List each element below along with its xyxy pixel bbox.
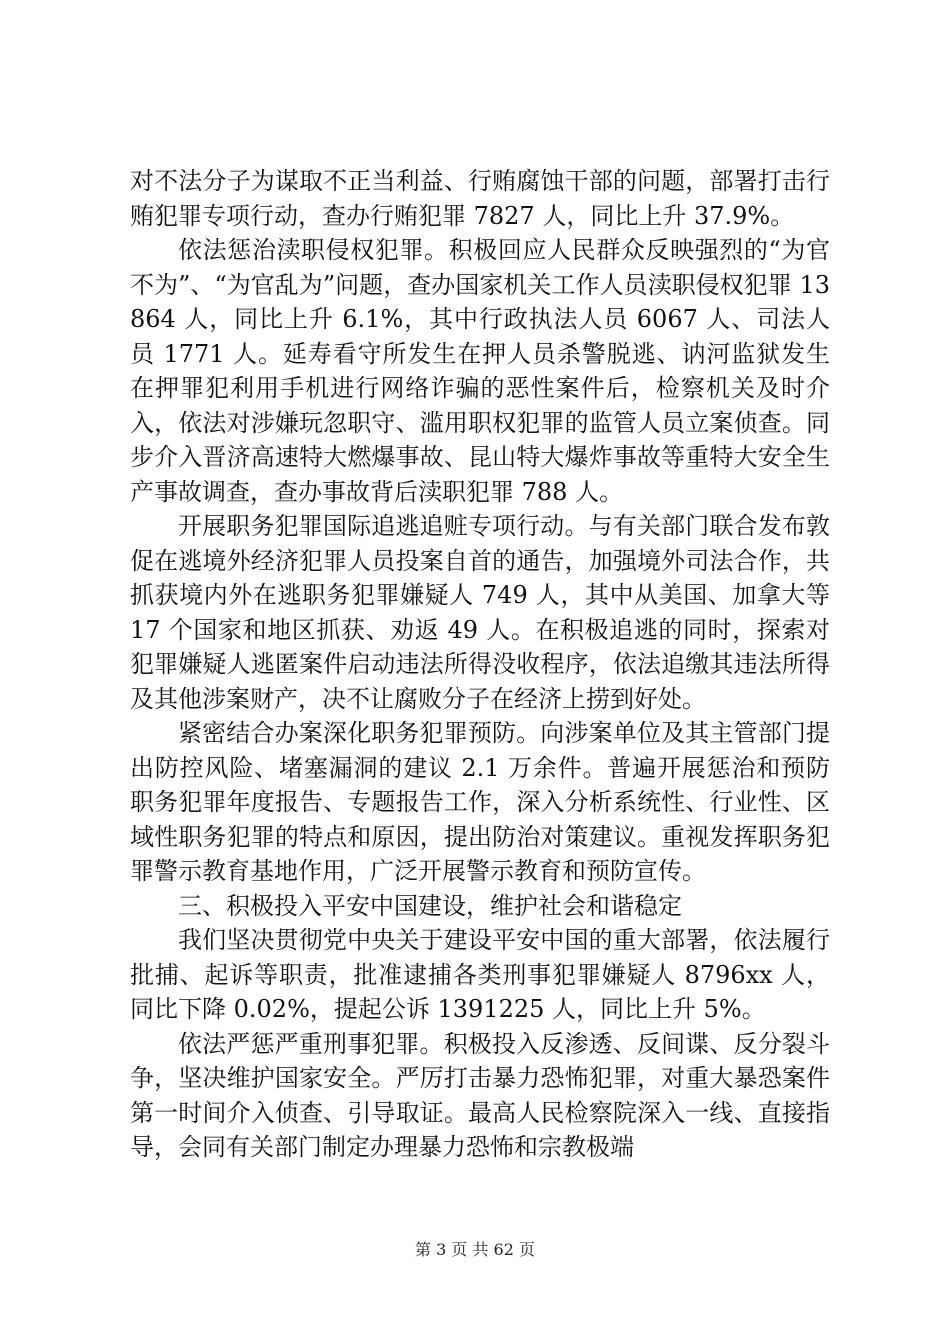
- paragraph-dereliction-crimes: 依法惩治渎职侵权犯罪。积极回应人民群众反映强烈的“为官不为”、“为官乱为”问题，查办国家机关工作人员渎职侵权犯罪 13864 人，同比上升 6.1%，其中行政执法人员 6067 人、司法人员 1771 人。延寿看守所发生在押人员杀警脱逃、讷河监狱发生在押罪犯利用手机进行网络诈骗的恶性案件后，检察机关及时介入，依法对涉嫌玩忽职守、滥用职权犯罪的监管人员立案侦查。同步介入晋济高速特大燃爆事故、昆山特大爆炸事故等重特大安全生产事故调查，查办事故背后渎职犯罪 788 人。: [130, 236, 830, 506]
- section-heading: 三、积极投入平安中国建设，维护社会和谐稳定: [178, 891, 682, 920]
- page-footer: 第 3 页 共 62 页: [415, 1240, 535, 1259]
- paragraph-safe-china: 我们坚决贯彻党中央关于建设平安中国的重大部署，依法履行批捕、起诉等职责，批准逮捕各类刑事犯罪嫌疑人 8796xx 人，同比下降 0.02%，提起公诉 1391225 人，同比上升 5%。: [130, 926, 830, 1023]
- paragraph-crime-prevention: 紧密结合办案深化职务犯罪预防。向涉案单位及其主管部门提出防控风险、堵塞漏洞的建议 2.1 万余件。普遍开展惩治和预防职务犯罪年度报告、专题报告工作，深入分析系统性、行业性、区域性职务犯罪的特点和原因，提出防治对策建议。重视发挥职务犯罪警示教育基地作用，广泛开展警示教育和预防宣传。: [130, 719, 830, 885]
- paragraph-fugitive-recovery: 开展职务犯罪国际追逃追赃专项行动。与有关部门联合发布敦促在逃境外经济犯罪人员投案自首的通告，加强境外司法合作，共抓获境内外在逃职务犯罪嫌疑人 749 人，其中从美国、加拿大等 17 个国家和地区抓获、劝返 49 人。在积极追逃的同时，探索对犯罪嫌疑人逃匿案件启动违法所得没收程序，依法追缴其违法所得及其他涉案财产，决不让腐败分子在经济上捞到好处。: [130, 512, 830, 713]
- paragraph-continuation: 对不法分子为谋取不正当利益、行贿腐蚀干部的问题，部署打击行贿犯罪专项行动，查办行贿犯罪 7827 人，同比上升 37.9%。: [130, 167, 830, 230]
- document-body: [130, 164, 830, 1165]
- paragraph-serious-crimes: 依法严惩严重刑事犯罪。积极投入反渗透、反间谍、反分裂斗争，坚决维护国家安全。严厉打击暴力恐怖犯罪，对重大暴恐案件第一时间介入侦查、引导取证。最高人民检察院深入一线、直接指导，会同有关部门制定办理暴力恐怖和宗教极端: [130, 1029, 830, 1161]
